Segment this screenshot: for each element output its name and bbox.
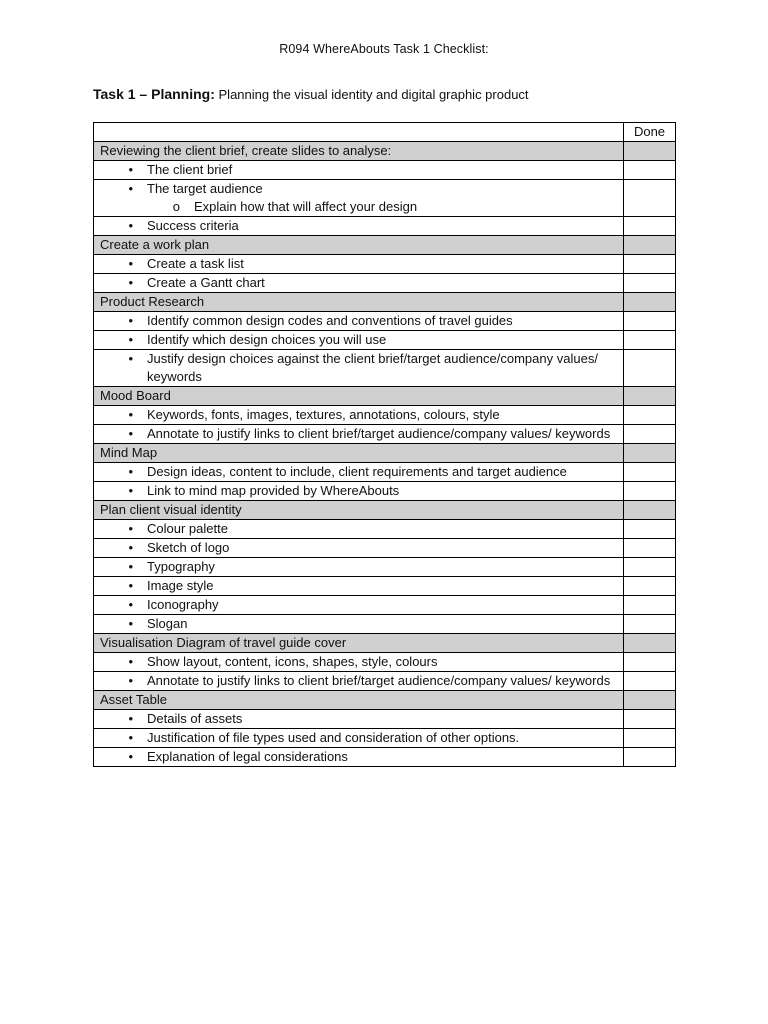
done-checkbox-cell[interactable]	[624, 406, 676, 425]
bullet-icon: •	[128, 540, 133, 555]
bullet-line	[94, 312, 623, 330]
checklist-item-cell	[94, 331, 624, 350]
bullet-icon: •	[128, 218, 133, 233]
checklist-item-row	[94, 615, 676, 634]
checklist-item-cell	[94, 463, 624, 482]
checklist-item-row	[94, 577, 676, 596]
checklist-item-row	[94, 406, 676, 425]
checklist-item-cell	[94, 577, 624, 596]
bullet-line	[94, 425, 623, 443]
checklist-item-row	[94, 672, 676, 691]
bullet-line	[94, 596, 623, 614]
checklist-item-text: The target audience	[147, 181, 263, 196]
checklist-item-cell	[94, 615, 624, 634]
bullet-line	[94, 406, 623, 424]
checklist-item-text: Details of assets	[147, 711, 243, 726]
checklist-item-text: Identify which design choices you will use	[147, 332, 387, 347]
checklist-item-text: Justification of file types used and consideration of other options.	[147, 730, 520, 745]
checklist-item-cell	[94, 558, 624, 577]
bullet-icon: •	[128, 483, 133, 498]
section-title: Mood Board	[94, 387, 624, 406]
bullet-line	[94, 255, 623, 273]
bullet-icon: •	[128, 616, 133, 631]
bullet-line	[94, 350, 623, 386]
task-description: Planning the visual identity and digital graphic product	[218, 87, 529, 102]
bullet-line	[94, 274, 623, 292]
bullet-line	[94, 217, 623, 235]
checklist-item-text: Success criteria	[147, 218, 239, 233]
done-checkbox-cell[interactable]	[624, 217, 676, 236]
done-checkbox-cell[interactable]	[624, 577, 676, 596]
checklist-item-cell	[94, 312, 624, 331]
bullet-icon: •	[128, 256, 133, 271]
checklist-item-row	[94, 312, 676, 331]
done-checkbox-cell[interactable]	[624, 161, 676, 180]
done-checkbox-cell[interactable]	[624, 444, 676, 463]
checklist-item-text: Annotate to justify links to client brief/target audience/company values/ keywords	[147, 426, 611, 441]
done-checkbox-cell[interactable]	[624, 387, 676, 406]
done-checkbox-cell[interactable]	[624, 615, 676, 634]
section-row	[94, 293, 676, 312]
section-title: Visualisation Diagram of travel guide cover	[94, 634, 624, 653]
checklist-item-row	[94, 539, 676, 558]
section-title: Product Research	[94, 293, 624, 312]
checklist-item-text: Identify common design codes and conventions of travel guides	[147, 313, 513, 328]
done-checkbox-cell[interactable]	[624, 331, 676, 350]
done-checkbox-cell[interactable]	[624, 539, 676, 558]
done-checkbox-cell[interactable]	[624, 520, 676, 539]
checklist-item-row	[94, 653, 676, 672]
checklist-item-row	[94, 331, 676, 350]
checklist-item-cell	[94, 653, 624, 672]
bullet-line	[94, 653, 623, 671]
bullet-icon: •	[128, 464, 133, 479]
bullet-line	[94, 463, 623, 481]
done-checkbox-cell[interactable]	[624, 274, 676, 293]
bullet-icon: •	[128, 559, 133, 574]
section-row	[94, 691, 676, 710]
checklist-item-cell	[94, 672, 624, 691]
bullet-line	[94, 539, 623, 557]
checklist-item-cell	[94, 539, 624, 558]
checklist-item-cell	[94, 710, 624, 729]
bullet-icon: •	[128, 313, 133, 328]
done-checkbox-cell[interactable]	[624, 558, 676, 577]
checklist-item-cell	[94, 425, 624, 444]
section-row	[94, 387, 676, 406]
section-title: Asset Table	[94, 691, 624, 710]
checklist-item-row	[94, 463, 676, 482]
bullet-icon: •	[128, 181, 133, 196]
done-checkbox-cell[interactable]	[624, 463, 676, 482]
bullet-line	[94, 672, 623, 690]
bullet-line	[94, 558, 623, 576]
checklist-item-text: Design ideas, content to include, client requirements and target audience	[147, 464, 567, 479]
checklist-body	[94, 123, 676, 767]
checklist-item-text: Show layout, content, icons, shapes, style, colours	[147, 654, 438, 669]
section-row	[94, 142, 676, 161]
done-checkbox-cell[interactable]	[624, 293, 676, 312]
bullet-line	[94, 520, 623, 538]
checklist-item-text: Justify design choices against the client brief/target audience/company values/ keywords	[147, 351, 598, 384]
checklist-item-cell	[94, 596, 624, 615]
bullet-line	[94, 482, 623, 500]
checklist-item-cell	[94, 748, 624, 767]
done-checkbox-cell[interactable]	[624, 142, 676, 161]
done-checkbox-cell[interactable]	[624, 596, 676, 615]
checklist-item-text: Colour palette	[147, 521, 228, 536]
done-checkbox-cell[interactable]	[624, 748, 676, 767]
bullet-line	[94, 180, 623, 198]
checklist-item-text: Sketch of logo	[147, 540, 230, 555]
done-checkbox-cell[interactable]	[624, 729, 676, 748]
bullet-icon: •	[128, 407, 133, 422]
bullet-icon: •	[128, 162, 133, 177]
checklist-item-cell	[94, 406, 624, 425]
checklist-item-cell	[94, 161, 624, 180]
checklist-item-row	[94, 520, 676, 539]
done-checkbox-cell[interactable]	[624, 312, 676, 331]
checklist-table	[93, 122, 676, 767]
checklist-item-row	[94, 710, 676, 729]
done-checkbox-cell[interactable]	[624, 350, 676, 387]
section-title: Create a work plan	[94, 236, 624, 255]
done-checkbox-cell[interactable]	[624, 482, 676, 501]
bullet-line	[94, 748, 623, 766]
bullet-icon: •	[128, 730, 133, 745]
done-checkbox-cell[interactable]	[624, 255, 676, 274]
done-header: Done	[624, 123, 676, 142]
header-row	[94, 123, 676, 142]
done-checkbox-cell[interactable]	[624, 710, 676, 729]
bullet-icon: •	[128, 654, 133, 669]
done-checkbox-cell[interactable]	[624, 634, 676, 653]
done-checkbox-cell[interactable]	[624, 653, 676, 672]
header-item-cell	[94, 123, 624, 142]
checklist-item-text: Link to mind map provided by WhereAbouts	[147, 483, 400, 498]
done-checkbox-cell[interactable]	[624, 236, 676, 255]
bullet-icon: •	[128, 749, 133, 764]
section-row	[94, 634, 676, 653]
checklist-item-text: Create a Gantt chart	[147, 275, 265, 290]
done-checkbox-cell[interactable]	[624, 501, 676, 520]
section-row	[94, 444, 676, 463]
done-checkbox-cell[interactable]	[624, 425, 676, 444]
bullet-icon: •	[128, 578, 133, 593]
checklist-item-text: Slogan	[147, 616, 188, 631]
task-heading	[93, 86, 529, 102]
bullet-icon: •	[128, 332, 133, 347]
section-row	[94, 236, 676, 255]
section-title: Mind Map	[94, 444, 624, 463]
checklist-item-row	[94, 274, 676, 293]
bullet-line	[94, 577, 623, 595]
checklist-item-row	[94, 729, 676, 748]
checklist-item-row	[94, 558, 676, 577]
checklist-item-row	[94, 350, 676, 387]
checklist-item-text: Create a task list	[147, 256, 244, 271]
checklist-item-text: Keywords, fonts, images, textures, annotations, colours, style	[147, 407, 500, 422]
checklist-item-cell	[94, 482, 624, 501]
bullet-line	[94, 161, 623, 179]
sub-bullet-icon: o	[172, 199, 180, 214]
checklist-item-row	[94, 180, 676, 217]
checklist-item-text: Image style	[147, 578, 214, 593]
done-checkbox-cell[interactable]	[624, 180, 676, 217]
bullet-icon: •	[128, 711, 133, 726]
bullet-line	[94, 729, 623, 747]
bullet-line	[94, 615, 623, 633]
checklist-item-row	[94, 425, 676, 444]
checklist-item-text: Explanation of legal considerations	[147, 749, 348, 764]
checklist-item-row	[94, 482, 676, 501]
checklist-item-cell	[94, 350, 624, 387]
checklist-item-text: Typography	[147, 559, 215, 574]
bullet-icon: •	[128, 275, 133, 290]
checklist-item-row	[94, 217, 676, 236]
checklist-item-text: The client brief	[147, 162, 233, 177]
bullet-icon: •	[128, 426, 133, 441]
checklist-item-row	[94, 748, 676, 767]
document-title: R094 WhereAbouts Task 1 Checklist:	[279, 42, 489, 56]
checklist-item-text: Annotate to justify links to client brief/target audience/company values/ keywords	[147, 673, 611, 688]
section-title: Reviewing the client brief, create slides to analyse:	[94, 142, 624, 161]
checklist-item-cell	[94, 520, 624, 539]
checklist-item-row	[94, 596, 676, 615]
bullet-line	[94, 710, 623, 728]
checklist-item-cell	[94, 180, 624, 217]
done-checkbox-cell[interactable]	[624, 691, 676, 710]
bullet-icon: •	[128, 351, 133, 366]
checklist-item-cell	[94, 729, 624, 748]
section-title: Plan client visual identity	[94, 501, 624, 520]
checklist-item-cell	[94, 274, 624, 293]
checklist-subitem-text: Explain how that will affect your design	[194, 199, 418, 214]
checklist-item-row	[94, 255, 676, 274]
checklist-item-cell	[94, 255, 624, 274]
checklist-item-text: Iconography	[147, 597, 219, 612]
bullet-icon: •	[128, 673, 133, 688]
checklist-item-cell	[94, 217, 624, 236]
bullet-icon: •	[128, 597, 133, 612]
task-label: Task 1 – Planning:	[93, 86, 215, 102]
section-row	[94, 501, 676, 520]
bullet-line	[94, 331, 623, 349]
checklist-item-row	[94, 161, 676, 180]
bullet-icon: •	[128, 521, 133, 536]
sub-bullet-line	[94, 198, 623, 216]
done-checkbox-cell[interactable]	[624, 672, 676, 691]
